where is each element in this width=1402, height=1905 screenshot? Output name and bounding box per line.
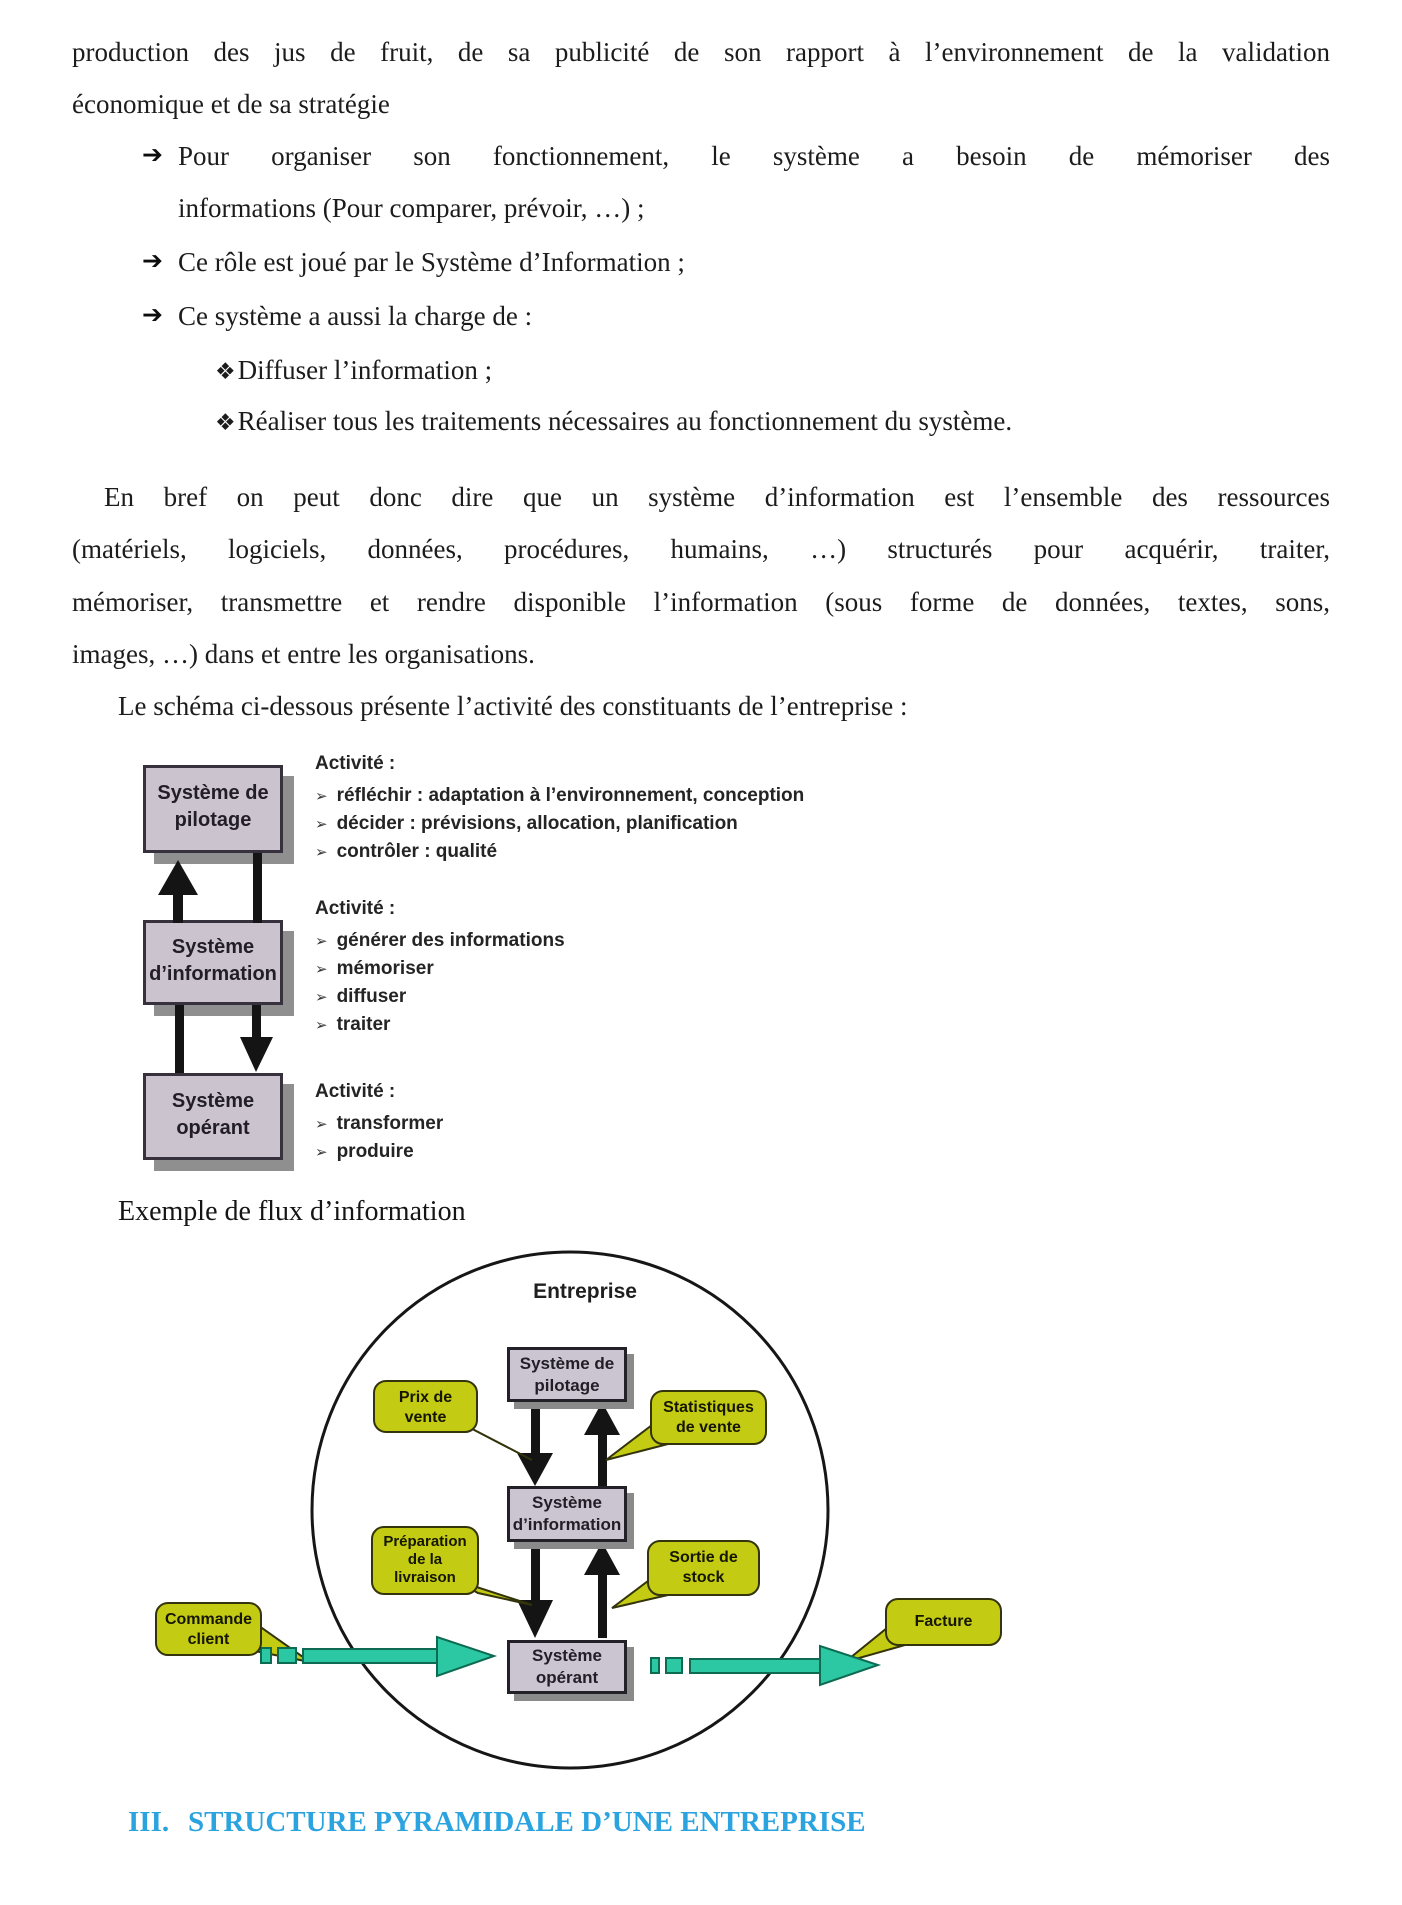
chevron-bullet-icon: ➢ <box>315 932 328 950</box>
up-arrow-icon <box>584 1402 620 1435</box>
box-label: Système de <box>519 1354 615 1373</box>
activity-item: mémoriser <box>336 958 434 979</box>
callout-text: Prix de <box>398 1389 453 1406</box>
activity-title: Activité : <box>315 898 396 919</box>
flow-arrow-right-icon <box>437 1637 494 1676</box>
section-number: III. <box>128 1806 170 1838</box>
operant-system-box <box>143 1073 283 1160</box>
paragraph-line: mémoriser, transmettre et rendre disponible l’information (sous forme de données, textes, sons, <box>72 587 1330 617</box>
activity-list-operant <box>315 1078 443 1166</box>
box-label: pilotage <box>534 1376 600 1395</box>
chevron-bullet-icon: ➢ <box>315 1016 328 1034</box>
activity-title: Activité : <box>315 1081 396 1102</box>
box-label: opérant <box>176 1117 250 1139</box>
callout-text: client <box>187 1631 230 1648</box>
arrow-bullet-icon: ➔ <box>142 300 163 329</box>
box-label: d’information <box>149 963 277 985</box>
box-label: Système <box>171 936 255 958</box>
activity-item: diffuser <box>336 986 407 1007</box>
chevron-bullet-icon: ➢ <box>315 815 328 833</box>
activity-list-pilotage <box>315 750 804 866</box>
chevron-bullet-icon: ➢ <box>315 988 328 1006</box>
box-label: Système <box>171 1090 255 1112</box>
paragraph-line: (matériels, logiciels, données, procédures, humains, …) structurés pour acquérir, traiter, <box>72 534 1330 564</box>
paragraph-line: En bref on peut donc dire que un système d’information est l’ensemble des ressources <box>104 482 1330 512</box>
down-arrow-connector-icon <box>140 1005 300 1073</box>
up-arrow-icon <box>584 1542 620 1575</box>
callout-text: stock <box>682 1569 725 1586</box>
paragraph-line: images, …) dans et entre les organisations. <box>72 639 535 669</box>
down-arrow-icon <box>517 1453 553 1486</box>
information-system-box <box>143 920 283 1005</box>
callout-text: Commande <box>164 1611 253 1628</box>
box-label: Système <box>532 1493 602 1512</box>
callout-preparation-livraison <box>371 1526 479 1595</box>
diamond-bullet-icon: ❖ <box>215 359 236 385</box>
callout-statistiques-de-vente <box>650 1390 767 1445</box>
callout-text: livraison <box>394 1569 456 1586</box>
bullet-line: informations (Pour comparer, prévoir, …) ; <box>178 193 645 223</box>
arrow-bullet-icon: ➔ <box>142 246 163 275</box>
activity-item: transformer <box>336 1113 444 1134</box>
bullet-line: Pour organiser son fonctionnement, le système a besoin de mémoriser des <box>178 141 1330 171</box>
callout-text: Facture <box>914 1613 973 1630</box>
callout-prix-de-vente <box>373 1380 478 1433</box>
paragraph-line: production des jus de fruit, de sa publicité de son rapport à l’environnement de la validation <box>72 37 1330 67</box>
activity-item: traiter <box>336 1014 391 1035</box>
schema-intro-line: Le schéma ci-dessous présente l’activité des constituants de l’entreprise : <box>118 691 908 721</box>
diamond-bullet-icon: ❖ <box>215 410 236 436</box>
chevron-bullet-icon: ➢ <box>315 1143 328 1161</box>
bullet-line: Ce rôle est joué par le Système d’Information ; <box>178 247 685 277</box>
chevron-bullet-icon: ➢ <box>315 960 328 978</box>
diamond-bullet-text: Diffuser l’information ; <box>237 355 493 385</box>
arrow-bullet-icon: ➔ <box>142 140 163 169</box>
callout-facture <box>885 1598 1002 1646</box>
box-label: pilotage <box>174 809 252 831</box>
flow-dash <box>651 1658 659 1673</box>
box-label: opérant <box>535 1668 599 1687</box>
callout-text: Sortie de <box>669 1549 738 1566</box>
callout-text: Statistiques <box>663 1399 754 1416</box>
flux-heading: Exemple de flux d’information <box>118 1196 466 1227</box>
chevron-bullet-icon: ➢ <box>315 787 328 805</box>
diamond-bullet-line <box>215 403 1012 441</box>
flow-dash <box>278 1648 296 1663</box>
box-label: d’information <box>512 1515 622 1534</box>
chevron-bullet-icon: ➢ <box>315 843 328 861</box>
flow-dash <box>261 1648 271 1663</box>
activity-list-information <box>315 895 565 1039</box>
callout-text: de vente <box>676 1419 741 1436</box>
pilotage-system-box <box>143 765 283 853</box>
activity-item: produire <box>336 1141 414 1162</box>
paragraph-line: économique et de sa stratégie <box>72 89 390 119</box>
box-label: Système de <box>157 782 269 804</box>
diamond-bullet-line <box>215 352 492 390</box>
pilotage-box-circle <box>507 1347 627 1402</box>
callout-text: de la <box>407 1551 443 1568</box>
activity-item: contrôler : qualité <box>336 841 498 862</box>
operant-box-circle <box>507 1640 627 1694</box>
diamond-bullet-text: Réaliser tous les traitements nécessaires au fonctionnement du système. <box>237 406 1013 436</box>
up-arrow-connector-icon <box>140 853 300 923</box>
activity-title: Activité : <box>315 753 396 774</box>
callout-text: Préparation <box>383 1533 467 1550</box>
activity-item: générer des informations <box>336 930 565 951</box>
callout-commande-client <box>155 1602 262 1656</box>
box-label: Système <box>532 1646 602 1665</box>
callout-sortie-de-stock <box>647 1540 760 1596</box>
down-arrow-icon <box>517 1600 553 1638</box>
bullet-line: Ce système a aussi la charge de : <box>178 301 533 331</box>
information-box-circle <box>507 1486 627 1542</box>
chevron-bullet-icon: ➢ <box>315 1115 328 1133</box>
entreprise-label: Entreprise <box>533 1280 637 1303</box>
activity-item: réfléchir : adaptation à l’environnement, conception <box>336 785 805 806</box>
section-title: STRUCTURE PYRAMIDALE D’UNE ENTREPRISE <box>188 1806 866 1838</box>
callout-text: vente <box>404 1409 447 1426</box>
flow-dash <box>666 1658 682 1673</box>
activity-item: décider : prévisions, allocation, planification <box>336 813 738 834</box>
